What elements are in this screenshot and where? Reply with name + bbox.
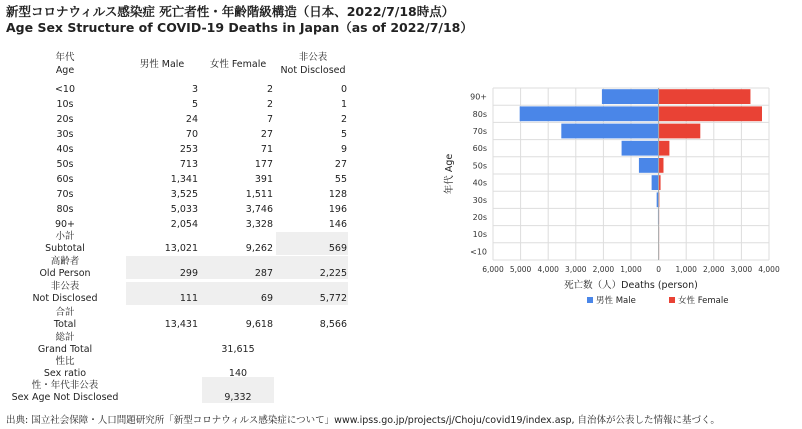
y-tick-label: 90+ bbox=[470, 92, 487, 102]
x-axis-title: 死亡数（人）Deaths (person) bbox=[564, 280, 698, 291]
row-nd-value: 0 bbox=[340, 84, 347, 95]
y-tick-label: 80s bbox=[472, 109, 487, 119]
x-tick-label: 2,000 bbox=[592, 265, 615, 274]
y-axis-title: 年代 Age bbox=[444, 153, 455, 195]
row-age-label: 80s bbox=[56, 204, 74, 215]
row-female-value: 2 bbox=[266, 99, 273, 110]
total-nd: 8,566 bbox=[319, 319, 347, 330]
not-disclosed-male: 111 bbox=[179, 293, 198, 304]
y-tick-label: 10s bbox=[472, 230, 487, 240]
row-male-value: 5 bbox=[191, 99, 198, 110]
row-age-label: 30s bbox=[56, 129, 74, 140]
not-disclosed-female: 69 bbox=[260, 293, 273, 304]
total-male: 13,431 bbox=[164, 319, 198, 330]
x-tick-label: 4,000 bbox=[537, 265, 559, 274]
x-tick-label: 3,000 bbox=[730, 265, 753, 274]
sex-age-nd-value: 9,332 bbox=[224, 392, 252, 403]
row-female-value: 2 bbox=[266, 84, 273, 95]
not-disclosed-label-ja: 非公表 bbox=[50, 281, 80, 292]
row-age-label: 40s bbox=[56, 144, 74, 155]
bar-male bbox=[652, 175, 659, 190]
x-tick-label: 0 bbox=[656, 265, 661, 274]
subtotal-female: 9,262 bbox=[245, 243, 273, 254]
row-male-value: 1,341 bbox=[170, 174, 198, 185]
legend-label-male: 男性 Male bbox=[596, 296, 636, 306]
row-female-value: 1,511 bbox=[245, 189, 273, 200]
row-nd-value: 128 bbox=[328, 189, 347, 200]
header-female: 女性 Female bbox=[209, 59, 267, 70]
row-male-value: 253 bbox=[179, 144, 198, 155]
row-male-value: 3 bbox=[191, 84, 198, 95]
title-english: Age Sex Structure of COVID-19 Deaths in Japan（as of 2022/7/18） bbox=[6, 20, 473, 35]
row-nd-value: 1 bbox=[340, 99, 347, 110]
row-age-label: 20s bbox=[56, 114, 74, 125]
row-nd-value: 2 bbox=[340, 114, 347, 125]
y-tick-label: 20s bbox=[472, 213, 487, 222]
row-age-label: 90+ bbox=[54, 219, 76, 230]
sex-age-nd-label-en: Sex Age Not Disclosed bbox=[11, 392, 119, 403]
y-tick-label: 60s bbox=[472, 144, 487, 154]
y-tick-label: 40s bbox=[472, 178, 487, 188]
row-nd-value: 55 bbox=[334, 174, 347, 185]
row-male-value: 2,054 bbox=[170, 219, 198, 230]
old-person-nd: 2,225 bbox=[319, 268, 347, 279]
row-female-value: 3,746 bbox=[245, 204, 273, 215]
row-female-value: 27 bbox=[260, 129, 273, 140]
row-age-label: 60s bbox=[56, 174, 74, 185]
grand-total-label-en: Grand Total bbox=[37, 344, 93, 355]
total-label-ja: 合計 bbox=[55, 307, 75, 318]
total-female: 9,618 bbox=[245, 319, 273, 330]
grand-total-value: 31,615 bbox=[221, 344, 255, 355]
bar-male bbox=[639, 158, 659, 173]
header-nd-en: Not Disclosed bbox=[280, 65, 346, 76]
not-disclosed-nd: 5,772 bbox=[319, 293, 347, 304]
x-tick-label: 1,000 bbox=[620, 265, 642, 274]
old-person-female: 287 bbox=[254, 268, 273, 279]
grand-total-label-ja: 総計 bbox=[55, 332, 75, 343]
x-tick-label: 4,000 bbox=[758, 265, 780, 274]
sex-ratio-label-en: Sex ratio bbox=[43, 368, 87, 379]
row-age-label: 70s bbox=[56, 189, 74, 200]
sex-age-nd-label-ja: 性・年代非公表 bbox=[31, 380, 99, 391]
bar-male bbox=[561, 124, 658, 139]
bar-male bbox=[602, 89, 659, 104]
x-tick-label: 2,000 bbox=[703, 265, 725, 274]
x-tick-label: 6,000 bbox=[482, 265, 504, 274]
bar-female bbox=[659, 89, 751, 104]
y-tick-label: 30s bbox=[472, 195, 487, 205]
y-tick-label: 50s bbox=[472, 161, 487, 171]
legend-swatch-female bbox=[669, 297, 675, 303]
subtotal-male: 13,021 bbox=[164, 243, 198, 254]
bar-male bbox=[622, 141, 659, 156]
header-nd-ja: 非公表 bbox=[298, 52, 328, 63]
row-male-value: 5,033 bbox=[170, 204, 198, 215]
bar-female bbox=[659, 106, 762, 121]
row-nd-value: 196 bbox=[328, 204, 347, 215]
row-nd-value: 5 bbox=[340, 129, 347, 140]
old-person-label-ja: 高齢者 bbox=[50, 256, 80, 267]
sex-ratio-label-ja: 性比 bbox=[55, 356, 75, 367]
row-nd-value: 27 bbox=[334, 159, 347, 170]
bar-female bbox=[659, 158, 664, 173]
bar-female bbox=[659, 141, 670, 156]
row-nd-value: 146 bbox=[328, 219, 347, 230]
x-tick-label: 3,000 bbox=[565, 265, 587, 274]
header-age-en: Age bbox=[55, 65, 75, 76]
title-japanese: 新型コロナウィルス感染症 死亡者性・年齢階級構造（日本、2022/7/18時点） bbox=[6, 4, 455, 19]
bar-female bbox=[659, 124, 701, 139]
row-female-value: 3,328 bbox=[245, 219, 273, 230]
not-disclosed-label-en: Not Disclosed bbox=[32, 293, 98, 304]
subtotal-label-en: Subtotal bbox=[45, 243, 85, 254]
x-tick-label: 5,000 bbox=[509, 265, 532, 274]
row-age-label: 10s bbox=[56, 99, 74, 110]
total-label-en: Total bbox=[53, 319, 77, 330]
row-age-label: 50s bbox=[56, 159, 74, 170]
row-age-label: <10 bbox=[54, 84, 76, 95]
row-female-value: 177 bbox=[254, 159, 273, 170]
y-tick-label: <10 bbox=[470, 247, 487, 257]
legend-swatch-male bbox=[587, 297, 593, 303]
sex-ratio-value: 140 bbox=[228, 368, 248, 379]
row-female-value: 391 bbox=[254, 174, 273, 185]
row-male-value: 3,525 bbox=[170, 189, 198, 200]
x-tick-label: 1,000 bbox=[675, 265, 697, 274]
header-male: 男性 Male bbox=[139, 59, 185, 70]
subtotal-nd: 569 bbox=[328, 243, 347, 254]
old-person-male: 299 bbox=[179, 268, 198, 279]
row-nd-value: 9 bbox=[340, 144, 347, 155]
row-male-value: 70 bbox=[185, 129, 198, 140]
source-note: 出典: 国立社会保障・人口問題研究所「新型コロナウィルス感染症について」www.ipss.go.jp/projects/j/Choju/covid19/index.asp, 自治体が公表した情報に基づく。 bbox=[6, 415, 720, 426]
row-female-value: 71 bbox=[260, 144, 273, 155]
header-age-ja: 年代 bbox=[55, 52, 75, 63]
y-tick-label: 70s bbox=[472, 127, 487, 136]
old-person-label-en: Old Person bbox=[39, 268, 91, 279]
subtotal-label-ja: 小計 bbox=[55, 231, 75, 242]
bar-male bbox=[520, 106, 659, 121]
row-male-value: 713 bbox=[179, 159, 198, 170]
row-female-value: 7 bbox=[266, 114, 273, 125]
legend-label-female: 女性 Female bbox=[678, 296, 729, 306]
row-male-value: 24 bbox=[185, 114, 198, 125]
